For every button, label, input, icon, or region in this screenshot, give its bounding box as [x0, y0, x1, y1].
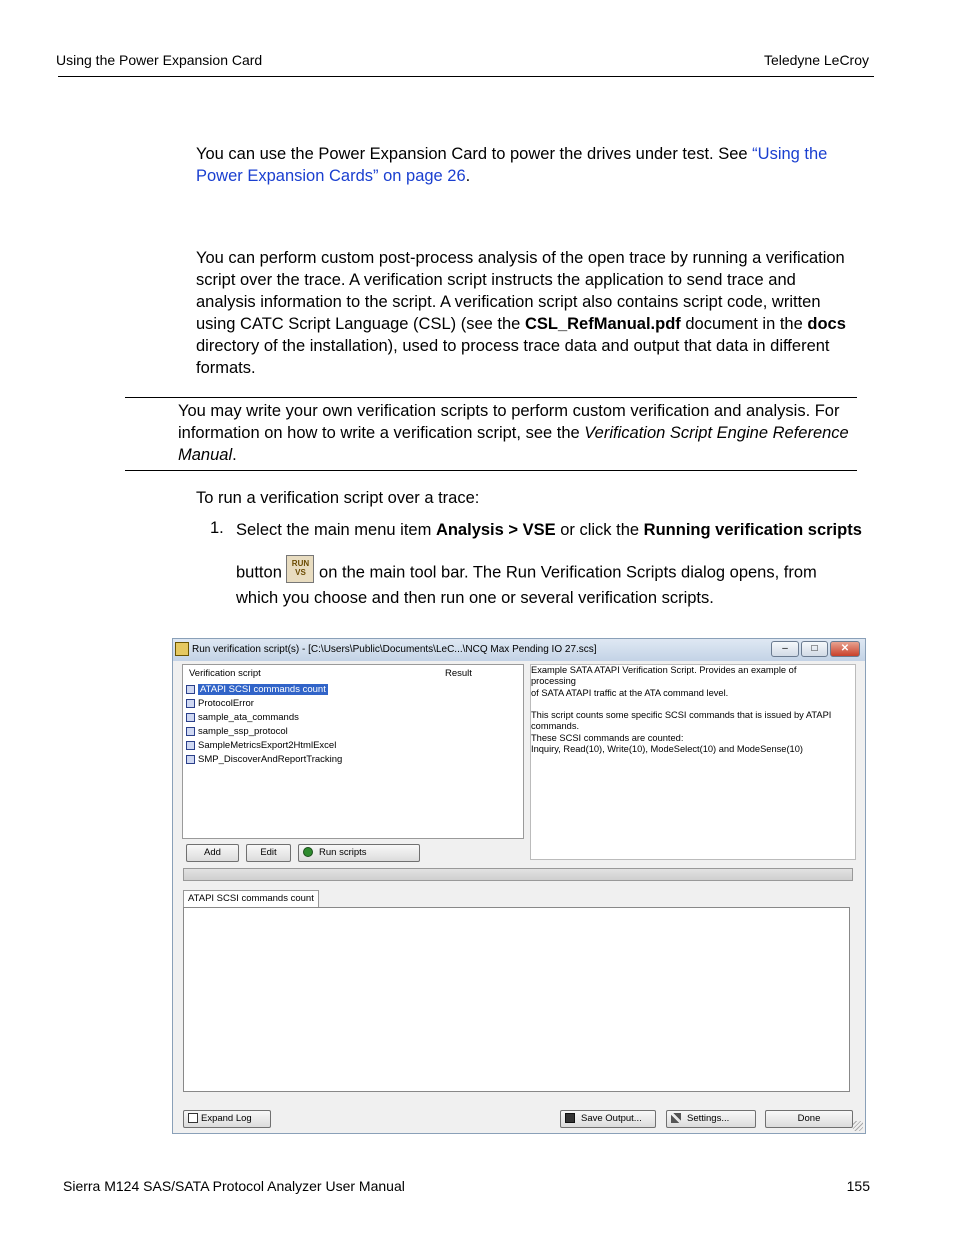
list-item[interactable]: ProtocolError — [186, 698, 254, 710]
list-item[interactable]: SampleMetricsExport2HtmlExcel — [186, 740, 336, 752]
script-icon — [186, 727, 195, 736]
running-header-left: Using the Power Expansion Card — [56, 52, 263, 68]
run-verification-dialog — [172, 638, 866, 1134]
resize-grip[interactable] — [853, 1121, 863, 1131]
step-number: 1. — [210, 519, 224, 537]
app-logo-icon — [175, 642, 189, 656]
edit-button[interactable]: Edit — [246, 844, 291, 862]
column-header-result[interactable]: Result — [445, 668, 472, 679]
settings-button[interactable]: Settings... — [666, 1110, 756, 1128]
script-icon — [186, 741, 195, 750]
dialog-title: Run verification script(s) - [C:\Users\Public\Documents\LeC...\NCQ Max Pending IO 27.scs] — [192, 644, 597, 655]
run-scripts-button[interactable]: Run scripts — [298, 844, 420, 862]
list-item[interactable]: sample_ata_commands — [186, 712, 299, 724]
expand-log-button[interactable]: Expand Log — [183, 1110, 271, 1128]
list-item[interactable]: SMP_DiscoverAndReportTracking — [186, 754, 342, 766]
tools-icon — [671, 1113, 681, 1123]
run-vse-toolbar-icon: RUN VS — [286, 555, 314, 583]
cross-ref-link-cont[interactable]: Power Expansion Cards” on page 26 — [196, 167, 466, 185]
description-text: Example SATA ATAPI Verification Script. Provides an example of processing of SATA ATAPI traffic at the ATA command level. This script counts some specific SCSI commands that is issued by ATAPI commands. These SCSI commands are counted: Inquiry, Read(10), Write(10), ModeSelect(10) and ModeSense(10) — [531, 665, 832, 755]
column-header-script[interactable]: Verification script — [189, 668, 261, 679]
note-box: You may write your own verification scripts to perform custom verification and analysis. For information on how to write a verification script, see the Verification Script Engine Reference Manual. — [178, 402, 849, 464]
save-output-button[interactable]: Save Output... — [560, 1110, 656, 1128]
header-rule — [58, 76, 874, 77]
tab-atapi-scsi-commands-count[interactable]: ATAPI SCSI commands count — [183, 890, 319, 907]
footer-title: Sierra M124 SAS/SATA Protocol Analyzer User Manual — [63, 1178, 405, 1194]
page-number: 155 — [846, 1178, 870, 1194]
power-paragraph: You can use the Power Expansion Card to power the drives under test. See “Using the Power Expansion Cards” on page 26. — [196, 145, 828, 185]
step-1: Select the main menu item Analysis > VSE or click the Running verification scripts button RUN VS on the main tool bar. The Run Verification Scripts dialog opens, from which you choose and then run one or several verification scripts. — [236, 521, 862, 607]
done-button[interactable]: Done — [765, 1110, 853, 1128]
script-icon — [186, 685, 195, 694]
note-rule-bottom — [125, 470, 857, 471]
procedure-intro: To run a verification script over a trace: — [196, 489, 480, 507]
close-button[interactable]: ✕ — [830, 641, 860, 657]
script-icon — [186, 699, 195, 708]
script-list[interactable] — [182, 664, 524, 839]
list-item[interactable]: ATAPI SCSI commands count — [186, 684, 328, 696]
floppy-disk-icon — [565, 1113, 575, 1123]
vse-paragraph: You can perform custom post-process analysis of the open trace by running a verification script over the trace. A verification script instructs the application to send trace and analysis information to the script. A verification script also contains script code, written using CATC Script Language (CSL) (see the CSL_RefManual.pdf document in the docs directory of the installation), used to process trace data and output that data in different formats. — [196, 249, 846, 377]
run-icon — [303, 847, 313, 857]
note-rule-top — [125, 397, 857, 398]
maximize-button[interactable]: □ — [801, 641, 828, 657]
list-item[interactable]: sample_ssp_protocol — [186, 726, 288, 738]
expand-icon — [188, 1113, 198, 1123]
script-description — [530, 664, 856, 860]
output-log[interactable] — [183, 907, 850, 1092]
add-button[interactable]: Add — [186, 844, 239, 862]
progress-bar — [183, 868, 853, 881]
script-icon — [186, 713, 195, 722]
cross-ref-link[interactable]: “Using the — [752, 145, 828, 163]
dialog-titlebar — [173, 639, 865, 661]
running-header-right: Teledyne LeCroy — [763, 52, 869, 68]
script-icon — [186, 755, 195, 764]
minimize-button[interactable]: – — [771, 641, 799, 657]
